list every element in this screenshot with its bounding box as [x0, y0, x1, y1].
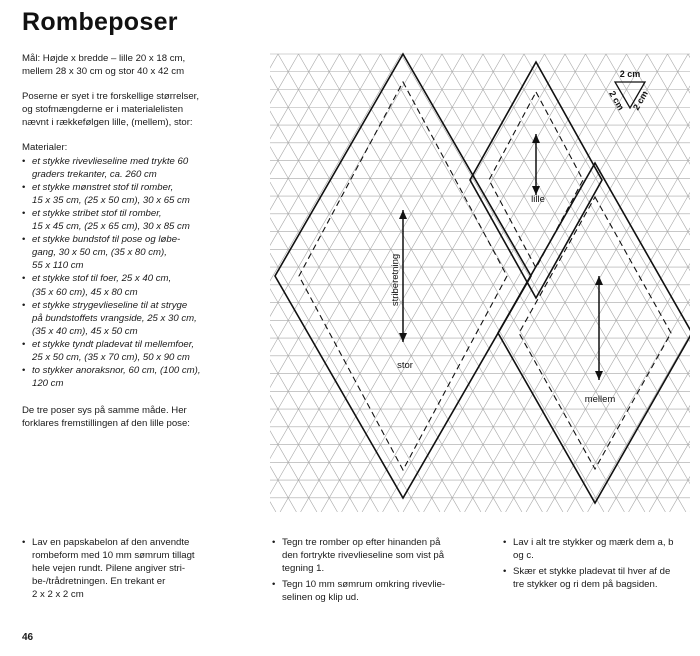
text-line: 15 x 45 cm, (25 x 65 cm), 30 x 85 cm [32, 221, 190, 233]
text-line: • to stykker anoraksnor, 60 cm, (100 cm), [32, 365, 201, 377]
grid-line [270, 54, 442, 512]
text-line: • et stykke bundstof til pose og løbe- [32, 234, 181, 246]
triangle-grid [270, 54, 690, 512]
instruction-item [503, 536, 693, 562]
grid-line [301, 54, 565, 512]
grid-line [424, 54, 688, 512]
instruction-item [272, 578, 492, 604]
text-line: (35 x 40 cm), 45 x 50 cm [32, 325, 138, 337]
materials-item [22, 272, 262, 298]
grid-line [608, 54, 690, 512]
grid-line [270, 54, 296, 512]
arrow-stor-head [399, 210, 407, 219]
text-line: be-/trådretningen. En trekant er [32, 576, 166, 588]
grid-line [270, 54, 337, 512]
dimension-label-top: 2 cm [619, 69, 641, 79]
dimension-triangle [607, 69, 650, 112]
grid-line [270, 54, 501, 512]
dimension-label-right: 2 cm [630, 89, 650, 112]
text-line: 15 x 35 cm, (25 x 50 cm), 30 x 65 cm [32, 194, 190, 206]
grid-line [270, 54, 276, 512]
materials-item [22, 338, 262, 364]
text-line: • et stykke strygevlieseline til at stryge [32, 299, 188, 311]
materials-heading: Materialer: [22, 142, 68, 154]
text-line: gang, 30 x 50 cm, (35 x 80 cm), [32, 247, 167, 259]
text-line: • Lav i alt tre stykker og mærk dem a, b [513, 537, 674, 548]
text-line: • et stykke rivevlieseline med trykte 60 [32, 155, 189, 167]
grid-line [299, 54, 563, 512]
arrow-mellem-head [595, 276, 603, 285]
text-line: mellem 28 x 30 cm og stor 40 x 42 cm [22, 66, 185, 78]
grid-line [321, 54, 585, 512]
text-line: (35 x 60 cm), 45 x 80 cm [32, 286, 138, 298]
page-title: Rombeposer [22, 8, 178, 36]
text-line: den fortrykte rivevlieseline som vist på [282, 550, 445, 562]
grid-line [588, 54, 690, 512]
text-line: tegning 1. [282, 563, 325, 575]
grid-line [270, 54, 460, 512]
text-line: graders trekanter, ca. 260 cm [32, 168, 157, 180]
text-line: forklares fremstillingen af den lille pose: [22, 418, 190, 430]
instructions-column-1 [22, 536, 247, 604]
text-line: tre stykker og ri dem på bagsiden. [513, 579, 658, 591]
page-number: 46 [22, 632, 34, 643]
text-line: 25 x 50 cm, (35 x 70 cm), 50 x 90 cm [32, 351, 190, 363]
text-line: hele vejen rundt. Pilene angiver stri- [32, 563, 186, 575]
left-column [22, 52, 262, 442]
grid-line [270, 54, 440, 512]
text-line: rombeform med 10 mm sømrum tillagt [32, 550, 195, 562]
text-line: • Lav en papskabelon af den anvendte [32, 537, 190, 548]
text-line: • Tegn 10 mm sømrum omkring rivevlie- [282, 579, 446, 591]
text-line: Poserne er syet i tre forskellige størrelser, [22, 91, 200, 103]
label-striberetning: striberetning [390, 253, 401, 307]
text-line: • et stykke stribet stof til romber, [32, 207, 162, 219]
materials-item [22, 233, 262, 272]
text-line: • Skær et stykke pladevat til hver af de [513, 566, 671, 578]
text-line: • Tegn tre romber op efter hinanden på [282, 537, 441, 548]
instruction-item [272, 536, 492, 575]
text-line: på bundstoffets vrangside, 25 x 30 cm, [32, 312, 197, 324]
dimension-label-left: 2 cm [607, 89, 627, 112]
grid-line [270, 54, 358, 512]
text-line: og c. [513, 550, 534, 562]
text-line: 2 x 2 x 2 cm [32, 589, 84, 601]
rhombus-pattern-diagram [270, 50, 690, 512]
instruction-item [503, 565, 693, 591]
text-line: nævnt i rækkefølgen lille, (mellem), stor: [22, 117, 193, 129]
text-line: • et stykke stof til foer, 25 x 40 cm, [32, 273, 172, 285]
grid-line [270, 54, 504, 512]
grid-line [649, 54, 690, 512]
grid-line [485, 54, 690, 512]
materials-item [22, 364, 262, 390]
instruction-item [22, 536, 247, 601]
grid-line [270, 54, 481, 512]
closing-paragraph [22, 404, 262, 430]
grid-line [422, 54, 686, 512]
text-line: og stofmængderne er i materialelisten [22, 104, 184, 116]
materials-item [22, 181, 262, 207]
label-stor: stor [397, 360, 413, 371]
grid-line [270, 54, 340, 512]
materials-item [22, 207, 262, 233]
grid-line [280, 54, 544, 512]
grid-line [381, 54, 645, 512]
text-line: 120 cm [32, 378, 64, 390]
instructions-column-2 [272, 536, 492, 607]
arrow-mellem-head [595, 371, 603, 380]
grain-arrows [399, 134, 603, 380]
text-line: • et stykke mønstret stof til romber, [32, 181, 174, 193]
grid-line [362, 54, 626, 512]
grid-line [270, 54, 360, 512]
grid-line [401, 54, 665, 512]
grid-line [526, 54, 690, 512]
sizes-paragraph [22, 90, 262, 129]
instructions-column-3 [503, 536, 693, 594]
materials-item [22, 299, 262, 338]
grid-line [383, 54, 647, 512]
grid-line [444, 54, 690, 512]
materials-item [22, 155, 262, 181]
text-line: selinen og klip ud. [282, 592, 359, 604]
grid-line [270, 54, 299, 512]
grid-line [340, 54, 604, 512]
measurements-paragraph [22, 52, 262, 78]
materials-list [22, 155, 262, 391]
text-line: 55 x 110 cm [32, 260, 84, 272]
label-mellem: mellem [584, 394, 616, 405]
text-line: De tre poser sys på samme måde. Her [22, 405, 187, 417]
grid-line [270, 54, 378, 512]
label-lille: lille [531, 194, 545, 205]
arrow-stor-head [399, 333, 407, 342]
text-line: • et stykke tyndt pladevat til mellemfoer, [32, 338, 195, 350]
text-line: Mål: Højde x bredde – lille 20 x 18 cm, [22, 53, 186, 64]
